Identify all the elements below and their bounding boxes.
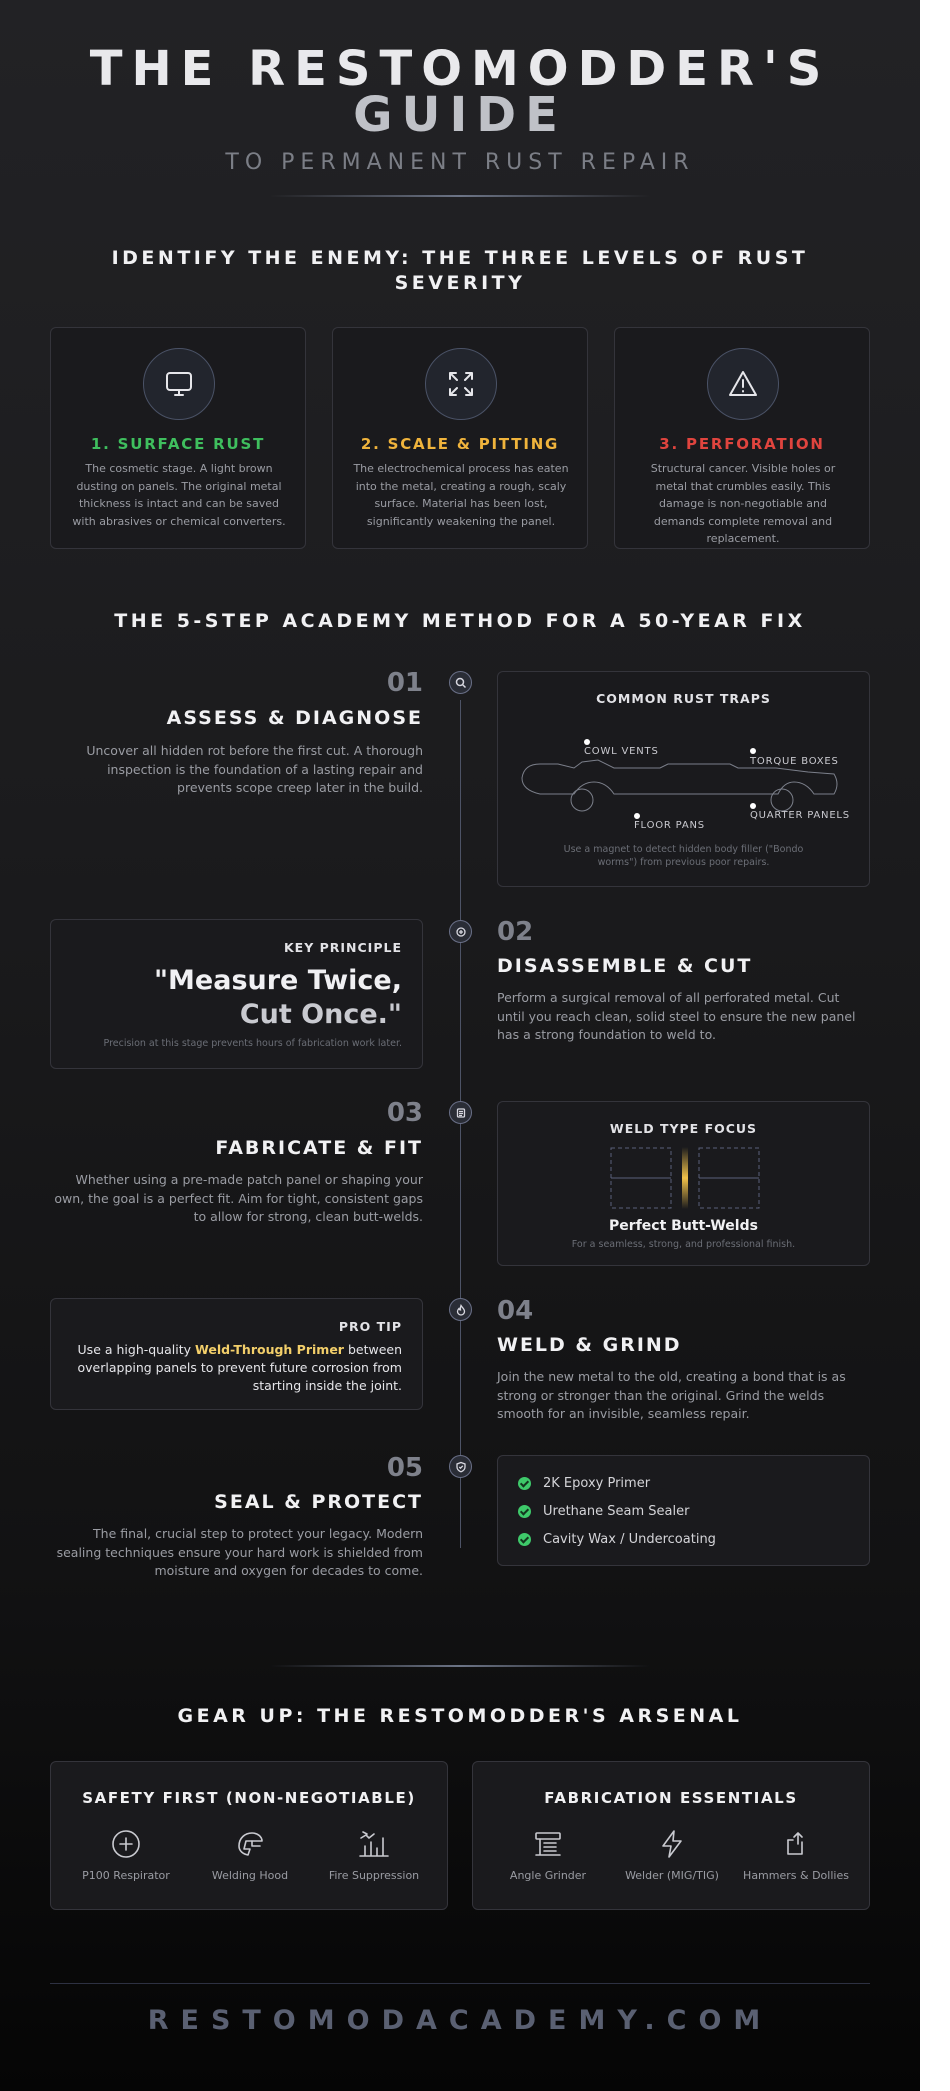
step-number-04: 04 [497, 1296, 534, 1326]
gear-label: Angle Grinder [509, 1869, 587, 1882]
angle-grinder-icon [532, 1828, 564, 1860]
step-title-disassemble: DISASSEMBLE & CUT [497, 955, 753, 977]
torque-boxes-marker [750, 748, 756, 754]
respirator-icon [110, 1828, 142, 1860]
pro-tip-highlight: Weld-Through Primer [195, 1342, 344, 1357]
saw-icon [449, 920, 472, 943]
level-description: Structural cancer. Visible holes or metal that crumbles easily. This damage is non-negotiable and demands complete removal and replacement. [650, 462, 836, 545]
trap-label-quarter-panels: QUARTER PANELS [750, 810, 850, 821]
welding-hood-icon [234, 1828, 266, 1860]
quote-line-2: Cut Once." [239, 999, 402, 1030]
pro-tip-card [50, 1298, 423, 1410]
weld-focus-title: Perfect Butt-Welds [609, 1218, 758, 1234]
check-icon [518, 1477, 531, 1490]
step-number-02: 02 [497, 917, 534, 947]
sealing-checklist-card [497, 1455, 870, 1566]
level-name: 1. SURFACE RUST [90, 435, 266, 453]
gear-item-angle-grinder [488, 1828, 608, 1882]
step-description-fabricate: Whether using a pre-made patch panel or shaping your own, the goal is a perfect fit. Aim for tight, consistent gaps to allow for strong, clean butt-welds. [54, 1172, 423, 1224]
quarter-panels-marker [750, 803, 756, 809]
safety-gear-title: SAFETY FIRST (NON-NEGOTIABLE) [82, 1789, 416, 1807]
gear-label: Fire Suppression [328, 1869, 420, 1882]
quote-line-1: "Measure Twice, [153, 965, 402, 996]
step-description-disassemble: Perform a surgical removal of all perforated metal. Cut until you reach clean, solid steel to ensure the new panel has a strong foundation to weld to. [497, 990, 856, 1042]
gear-label: Welder (MIG/TIG) [625, 1869, 719, 1882]
key-principle-note: Precision at this stage prevents hours of fabrication work later. [103, 1038, 402, 1049]
header-divider [270, 195, 650, 197]
floor-pans-marker [634, 813, 640, 819]
step-title-seal: SEAL & PROTECT [214, 1491, 423, 1513]
title-line-1: THE RESTOMODDER'S [89, 41, 831, 97]
level-name: 2. SCALE & PITTING [360, 435, 560, 453]
search-icon [449, 671, 472, 694]
check-icon [518, 1505, 531, 1518]
level-name: 3. PERFORATION [659, 435, 825, 453]
step-number-03: 03 [386, 1098, 423, 1128]
step-title-assess: ASSESS & DIAGNOSE [166, 707, 423, 729]
weld-focus-note: For a seamless, strong, and professional finish. [571, 1239, 796, 1250]
fabrication-gear-title: FABRICATION ESSENTIALS [544, 1789, 798, 1807]
weld-focus-card [497, 1101, 870, 1266]
pro-tip-text-after: between overlapping panels to prevent future corrosion from starting inside the joint. [77, 1342, 402, 1393]
checklist-item: Cavity Wax / Undercoating [518, 1532, 716, 1547]
step-number-01: 01 [386, 668, 423, 698]
safety-gear-card [50, 1761, 448, 1910]
gear-label: P100 Respirator [82, 1869, 170, 1882]
monitor-icon [143, 348, 215, 420]
fabrication-gear-card [472, 1761, 870, 1910]
arsenal-divider [270, 1665, 650, 1667]
fire-extinguisher-icon [357, 1828, 391, 1860]
trap-label-cowl-vents: COWL VENTS [584, 746, 659, 757]
pro-tip-text [69, 1341, 402, 1395]
timeline-line [460, 700, 461, 1548]
rust-traps-card [497, 671, 870, 887]
key-principle-card [50, 919, 423, 1069]
butt-weld-diagram [610, 1147, 760, 1209]
rust-traps-note: Use a magnet to detect hidden body filler ("Bondo worms") from previous poor repairs. [563, 844, 804, 868]
step-title-fabricate: FABRICATE & FIT [215, 1137, 423, 1159]
expand-icon [425, 348, 497, 420]
pro-tip-label: PRO TIP [338, 1319, 402, 1334]
step-description-assess: Uncover all hidden rot before the first cut. A thorough inspection is the foundation of a lasting repair and prevents scope creep later in the build. [86, 743, 423, 795]
page-title [0, 41, 920, 143]
step-description-seal: The final, crucial step to protect your legacy. Modern sealing techniques ensure your hard work is shielded from moisture and oxygen for decades to come. [56, 1526, 423, 1578]
trap-label-floor-pans: FLOOR PANS [634, 820, 705, 831]
lightning-icon [656, 1828, 688, 1860]
shield-icon [449, 1455, 472, 1478]
gear-item-respirator [66, 1828, 186, 1882]
rust-traps-heading: COMMON RUST TRAPS [596, 691, 771, 706]
checklist-item: 2K Epoxy Primer [518, 1476, 650, 1491]
level-card-surface-rust [50, 327, 306, 549]
panel-icon [449, 1101, 472, 1124]
rust-levels-heading: IDENTIFY THE ENEMY: THE THREE LEVELS OF RUST SEVERITY [111, 247, 809, 294]
check-icon [518, 1533, 531, 1546]
cowl-vents-marker [584, 739, 590, 745]
step-title-weld: WELD & GRIND [497, 1334, 682, 1356]
gear-label: Hammers & Dollies [743, 1869, 849, 1882]
gear-item-hammers [736, 1828, 856, 1882]
footer-site-link[interactable]: RESTOMODACADEMY.COM [147, 2005, 773, 2036]
level-description: The cosmetic stage. A light brown dusting on panels. The original metal thickness is intact and can be saved with abrasives or chemical converters. [72, 462, 286, 528]
flame-icon [449, 1298, 472, 1321]
page-subtitle: TO PERMANENT RUST REPAIR [225, 150, 695, 175]
gear-label: Welding Hood [211, 1869, 289, 1882]
pro-tip-text-before: Use a high-quality [77, 1342, 195, 1357]
hammer-icon [780, 1828, 812, 1860]
gear-item-fire-suppression [314, 1828, 434, 1882]
key-principle-label: KEY PRINCIPLE [283, 940, 402, 955]
level-card-scale-pitting [332, 327, 588, 549]
method-heading: THE 5-STEP ACADEMY METHOD FOR A 50-YEAR FIX [114, 610, 806, 632]
trap-label-torque-boxes: TORQUE BOXES [750, 756, 839, 767]
level-card-perforation [614, 327, 870, 549]
step-description-weld: Join the new metal to the old, creating a bond that is as strong or stronger than the original. Grind the welds smooth for an invisible, seamless repair. [497, 1369, 846, 1421]
warning-icon [707, 348, 779, 420]
checklist-item: Urethane Seam Sealer [518, 1504, 689, 1519]
arsenal-heading: GEAR UP: THE RESTOMODDER'S ARSENAL [177, 1705, 743, 1727]
weld-focus-label: WELD TYPE FOCUS [609, 1121, 758, 1136]
step-number-05: 05 [386, 1453, 423, 1483]
footer-divider [50, 1983, 870, 1984]
gear-item-welding-hood [190, 1828, 310, 1882]
level-description: The electrochemical process has eaten into the metal, creating a rough, scaly surface. Material has been lost, significantly weakening the panel. [353, 462, 569, 528]
title-line-2: GUIDE [353, 87, 567, 143]
gear-item-welder [612, 1828, 732, 1882]
